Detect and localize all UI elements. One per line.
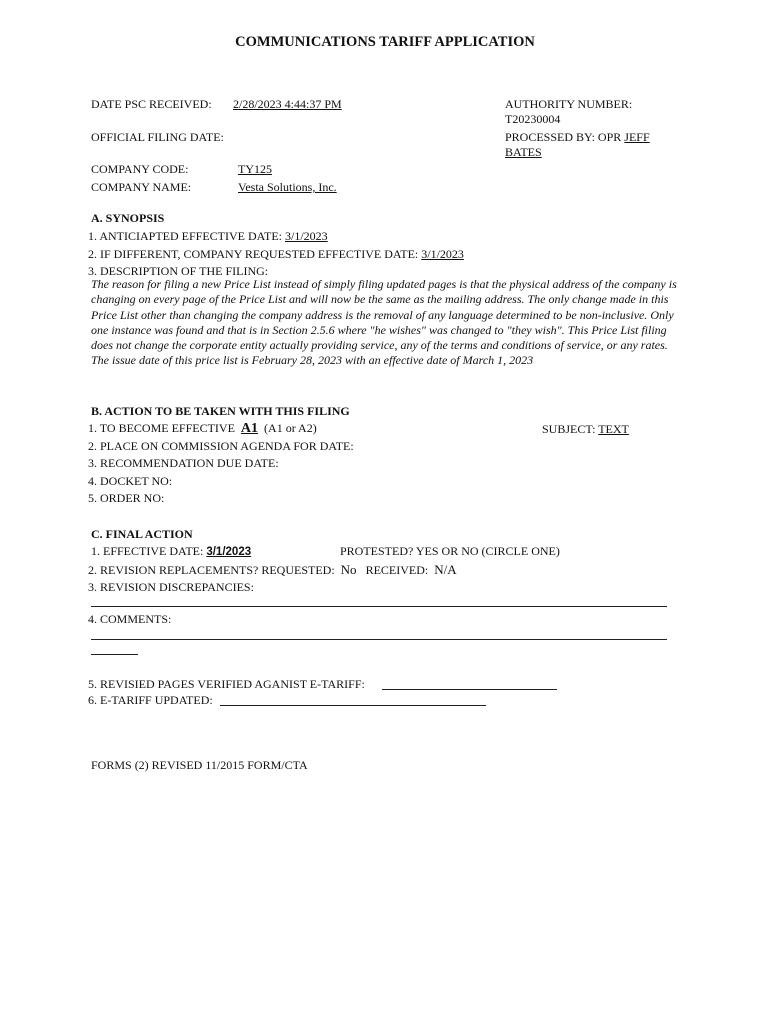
final-effective-date bbox=[91, 544, 251, 559]
description-label: 3. DESCRIPTION OF THE FILING: bbox=[88, 264, 269, 278]
company-name-value: Vesta Solutions, Inc. bbox=[238, 180, 337, 194]
final-action-heading: C. FINAL ACTION bbox=[91, 527, 193, 541]
processed-by-value-first: JEFF bbox=[624, 130, 650, 144]
requested-effective-date-value: 3/1/2023 bbox=[421, 247, 464, 261]
revision-replacements bbox=[88, 562, 457, 578]
comments-line bbox=[91, 639, 667, 640]
official-filing-date-label: OFFICIAL FILING DATE: bbox=[91, 130, 224, 144]
processed-by-label: PROCESSED BY: OPR bbox=[505, 130, 622, 144]
revision-discrepancies-label: 3. REVISION DISCREPANCIES: bbox=[88, 580, 254, 594]
protested-question: PROTESTED? YES OR NO (CIRCLE ONE) bbox=[340, 544, 560, 558]
agenda-date-item: 2. PLACE ON COMMISSION AGENDA FOR DATE: bbox=[88, 439, 354, 453]
synopsis-heading: A. SYNOPSIS bbox=[91, 211, 165, 225]
subject bbox=[542, 422, 629, 437]
recommendation-due-item: 3. RECOMMENDATION DUE DATE: bbox=[88, 456, 279, 470]
date-received-value: 2/28/2023 4:44:37 PM bbox=[233, 97, 342, 111]
company-name-label: COMPANY NAME: bbox=[91, 180, 192, 194]
revised-pages-verified-line bbox=[382, 689, 557, 690]
authority-number-value: T20230004 bbox=[505, 112, 561, 126]
page-title: COMMUNICATIONS TARIFF APPLICATION bbox=[235, 34, 535, 50]
final-effective-date-value: 3/1/2023 bbox=[206, 546, 252, 558]
docket-no-item: 4. DOCKET NO: bbox=[88, 474, 173, 488]
revision-requested-value: No bbox=[340, 562, 357, 577]
anticipated-effective-date-value: 3/1/2023 bbox=[285, 229, 328, 243]
anticipated-effective-date-label: 1. ANTICIAPTED EFFECTIVE DATE: bbox=[88, 229, 282, 243]
requested-effective-date bbox=[88, 247, 464, 262]
authority-number-label: AUTHORITY NUMBER: bbox=[505, 97, 633, 111]
revised-pages-verified-label: 5. REVISIED PAGES VERIFIED AGANIST E-TARIFF: bbox=[88, 677, 365, 691]
order-no-item: 5. ORDER NO: bbox=[88, 491, 165, 505]
processed-by-value-last: BATES bbox=[505, 145, 542, 159]
date-received-label: DATE PSC RECEIVED: bbox=[91, 97, 212, 111]
become-effective-row bbox=[88, 421, 317, 437]
anticipated-effective-date bbox=[88, 229, 328, 244]
revision-replacements-label: 2. REVISION REPLACEMENTS? REQUESTED: bbox=[88, 563, 335, 577]
become-effective-hint: (A1 or A2) bbox=[264, 421, 317, 435]
comments-line-continued bbox=[91, 654, 138, 655]
discrepancies-line bbox=[91, 606, 667, 607]
final-effective-date-label: 1. EFFECTIVE DATE: bbox=[91, 544, 204, 558]
become-effective-value: A1 bbox=[240, 421, 259, 436]
subject-value: TEXT bbox=[598, 422, 629, 436]
form-footer: FORMS (2) REVISED 11/2015 FORM/CTA bbox=[91, 758, 308, 772]
revision-received-label: RECEIVED: bbox=[365, 563, 429, 577]
subject-label: SUBJECT: bbox=[542, 422, 596, 436]
comments-label: 4. COMMENTS: bbox=[88, 612, 172, 626]
e-tariff-updated-line bbox=[220, 705, 486, 706]
action-heading: B. ACTION TO BE TAKEN WITH THIS FILING bbox=[91, 404, 350, 418]
become-effective-label: 1. TO BECOME EFFECTIVE bbox=[88, 421, 235, 435]
revision-received-value: N/A bbox=[434, 562, 457, 577]
company-code-label: COMPANY CODE: bbox=[91, 162, 189, 176]
filing-description: The reason for filing a new Price List instead of simply filing updated pages is that the physical address of the company is changing on every page of the Price List and will now be the same as the mailing address. The only change made in this Price List other than changing the company address is the removal of any language determined to be non-inclusive. Only one instance was found and that is in Section 2.5.6 where "he wishes" was changed to "they wish". This Price List filing does not change the corporate entity actually providing service, any of the terms and conditions of service, or any rates. The issue date of this price list is February 28, 2023 with an effective date of March 1, 2023 bbox=[91, 277, 677, 368]
e-tariff-updated-label: 6. E-TARIFF UPDATED: bbox=[88, 693, 213, 707]
company-code-value: TY125 bbox=[238, 162, 272, 176]
processed-by bbox=[505, 130, 650, 145]
requested-effective-date-label: 2. IF DIFFERENT, COMPANY REQUESTED EFFECTIVE DATE: bbox=[88, 247, 419, 261]
